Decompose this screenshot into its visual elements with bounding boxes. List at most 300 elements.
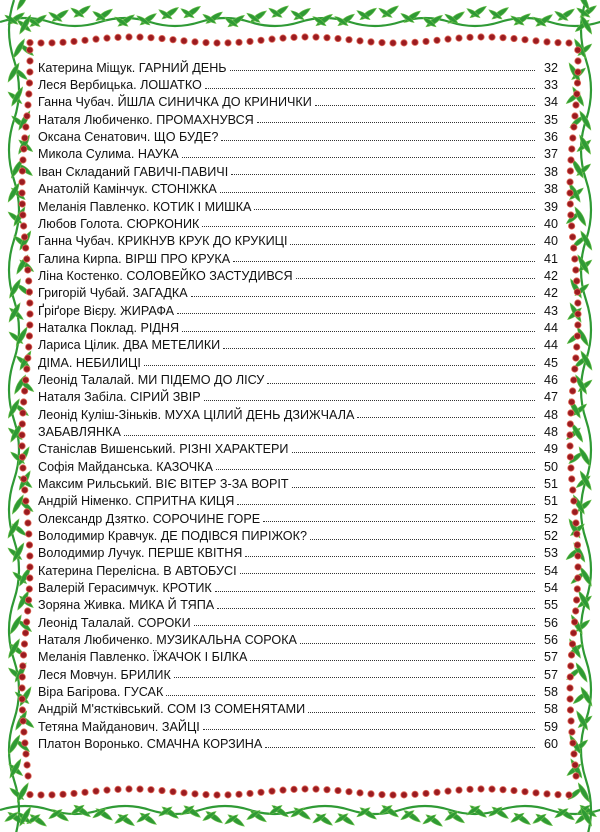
leaf-shape <box>271 803 290 819</box>
toc-entry-page: 56 <box>543 615 558 630</box>
leaf-shape <box>570 158 585 180</box>
leaf-shape <box>422 813 437 825</box>
bead <box>569 729 575 735</box>
bead <box>115 786 121 792</box>
bead <box>71 790 77 796</box>
leaf-shape <box>12 206 27 228</box>
bead <box>567 168 573 174</box>
bead <box>570 377 576 383</box>
bead <box>38 40 44 46</box>
bead <box>568 465 574 471</box>
bead <box>27 791 33 797</box>
bead <box>236 39 242 45</box>
table-of-contents <box>38 57 558 751</box>
dot-leader <box>245 556 535 557</box>
dot-leader <box>230 70 535 71</box>
bead <box>192 39 198 45</box>
toc-entry <box>38 248 558 265</box>
leaf-shape <box>7 302 22 324</box>
leaf-shape <box>6 62 21 84</box>
bead <box>19 707 25 713</box>
bead <box>456 787 462 793</box>
leaf-shape <box>9 158 24 180</box>
leaf-shape <box>579 686 594 708</box>
toc-entry <box>38 178 558 195</box>
toc-entry-title: Володимир Лучук. ПЕРШЕ КВІТНЯ <box>38 546 243 561</box>
toc-entry-page: 58 <box>543 685 558 700</box>
leaf-shape <box>579 350 594 372</box>
toc-entry <box>38 733 558 750</box>
bead <box>434 789 440 795</box>
leaf-shape <box>491 6 510 22</box>
bead <box>434 37 440 43</box>
bead <box>574 333 580 339</box>
leaf-shape <box>12 66 29 81</box>
bead <box>22 630 28 636</box>
bead <box>19 454 25 460</box>
bead <box>26 289 32 295</box>
leaf-shape <box>513 811 532 827</box>
leaf-shape <box>6 518 21 540</box>
dot-leader <box>205 88 535 89</box>
toc-entry <box>38 508 558 525</box>
leaf-shape <box>571 402 588 417</box>
toc-entry-title: Наталя Забіла. СІРИЙ ЗВІР <box>38 390 201 405</box>
leaf-shape <box>513 12 532 28</box>
leaf-shape <box>14 738 31 753</box>
leaf-shape <box>19 714 36 729</box>
toc-entry <box>38 491 558 508</box>
toc-entry <box>38 317 558 334</box>
leaf-shape <box>293 806 312 822</box>
bead <box>49 40 55 46</box>
leaf-shape <box>576 138 593 153</box>
leaf-shape <box>17 474 34 489</box>
leaf-shape <box>158 8 173 20</box>
toc-entry-title: Ґріґоре Вієру. ЖИРАФА <box>38 303 175 318</box>
bead <box>567 454 573 460</box>
leaf-shape <box>26 813 41 825</box>
dot-leader <box>203 729 535 730</box>
bead <box>445 788 451 794</box>
bead <box>126 786 132 792</box>
dot-leader <box>296 278 535 279</box>
bead <box>572 366 578 372</box>
leaf-shape <box>139 11 158 27</box>
bead <box>575 553 581 559</box>
dot-leader <box>300 643 535 644</box>
bead <box>25 102 31 108</box>
leaf-shape <box>18 686 33 708</box>
toc-entry-page: 48 <box>543 424 558 439</box>
leaf-shape <box>18 14 33 36</box>
leaf-shape <box>567 62 582 84</box>
bead <box>159 787 165 793</box>
bead <box>19 685 25 691</box>
leaf-shape <box>246 809 261 821</box>
bead <box>574 344 580 350</box>
vine-stem <box>9 0 19 832</box>
leaf-shape <box>205 809 224 825</box>
bead <box>27 322 33 328</box>
bead <box>20 663 26 669</box>
toc-entry <box>38 404 558 421</box>
leaf-shape <box>378 7 393 19</box>
bead <box>24 113 30 119</box>
leaf-shape <box>7 11 26 27</box>
leaf-shape <box>17 162 34 177</box>
leaf-shape <box>17 110 32 132</box>
leaf-shape <box>572 38 587 60</box>
toc-entry-page: 57 <box>543 650 558 665</box>
dot-leader <box>257 122 535 123</box>
leaf-shape <box>573 206 588 228</box>
leaf-shape <box>579 14 594 36</box>
bead <box>368 791 374 797</box>
toc-entry-title: Леонід Талалай. МИ ПІДЕМО ДО ЛІСУ <box>38 372 265 387</box>
leaf-shape <box>249 9 268 25</box>
bead <box>574 531 580 537</box>
leaf-shape <box>7 666 24 681</box>
dot-leader <box>182 331 535 332</box>
leaf-shape <box>92 10 107 22</box>
leaf-shape <box>567 518 582 540</box>
bead <box>568 663 574 669</box>
bead <box>20 652 26 658</box>
leaf-shape <box>400 12 415 24</box>
dot-leader <box>265 747 535 748</box>
bead <box>258 789 264 795</box>
leaf-shape <box>579 803 598 819</box>
leaf-shape <box>29 13 48 29</box>
bead <box>302 34 308 40</box>
toc-entry-title: Ліна Костенко. СОЛОВЕЙКО ЗАСТУДИВСЯ <box>38 268 293 283</box>
leaf-shape <box>425 813 444 829</box>
bead <box>511 35 517 41</box>
leaf-shape <box>576 254 591 276</box>
leaf-shape <box>73 803 92 819</box>
bead <box>324 34 330 40</box>
leaf-shape <box>180 804 195 816</box>
bead <box>568 410 574 416</box>
bead <box>269 36 275 42</box>
leaf-shape <box>4 13 19 25</box>
toc-entry <box>38 282 558 299</box>
bead <box>27 47 33 53</box>
toc-entry <box>38 647 558 664</box>
bead <box>126 34 132 40</box>
bead <box>467 786 473 792</box>
toc-entry-page: 42 <box>543 268 558 283</box>
bead <box>25 267 31 273</box>
bead <box>26 333 32 339</box>
leaf-shape <box>574 282 591 297</box>
bead <box>569 641 575 647</box>
leaf-shape <box>554 807 569 819</box>
leaf-shape <box>570 66 587 81</box>
toc-entry-title: Валерій Герасимчук. КРОТИК <box>38 581 212 596</box>
bead <box>19 190 25 196</box>
leaf-shape <box>578 470 593 492</box>
bead <box>302 786 308 792</box>
leaf-shape <box>16 618 33 633</box>
toc-entry-page: 60 <box>543 737 558 752</box>
toc-entry-page: 46 <box>543 372 558 387</box>
bead <box>23 751 29 757</box>
toc-entry <box>38 126 558 143</box>
leaf-shape <box>12 374 27 396</box>
leaf-shape <box>577 134 592 156</box>
bead <box>357 38 363 44</box>
bead <box>572 608 578 614</box>
toc-entry-page: 38 <box>543 164 558 179</box>
leaf-shape <box>92 807 107 819</box>
bead <box>522 37 528 43</box>
leaf-shape <box>571 234 588 249</box>
leaf-shape <box>566 330 583 345</box>
leaf-shape <box>18 498 35 513</box>
toc-entry <box>38 92 558 109</box>
leaf-shape <box>565 90 582 105</box>
leaf-shape <box>569 758 584 780</box>
leaf-shape <box>359 806 378 822</box>
dot-leader <box>315 105 535 106</box>
leaf-shape <box>16 810 33 825</box>
leaf-shape <box>488 805 503 817</box>
bead <box>247 790 253 796</box>
leaf-shape <box>13 662 28 684</box>
dot-leader <box>267 383 535 384</box>
bead <box>567 707 573 713</box>
bead <box>570 487 576 493</box>
bead <box>26 542 32 548</box>
leaf-shape <box>161 805 180 821</box>
toc-entry-page: 49 <box>543 442 558 457</box>
bead <box>82 789 88 795</box>
leaf-shape <box>576 594 593 609</box>
bead <box>574 80 580 86</box>
dot-leader <box>263 521 535 522</box>
bead <box>115 34 121 40</box>
bead <box>269 788 275 794</box>
bead <box>225 792 231 798</box>
bead <box>575 58 581 64</box>
leaf-shape <box>224 813 239 825</box>
bead <box>24 509 30 515</box>
bead <box>19 201 25 207</box>
bead <box>423 38 429 44</box>
toc-entry <box>38 335 558 352</box>
leaf-shape <box>15 782 30 804</box>
toc-entry-page: 38 <box>543 182 558 197</box>
toc-entry <box>38 300 558 317</box>
bead <box>25 597 31 603</box>
toc-entry-page: 48 <box>543 407 558 422</box>
toc-entry-title: Леся Мовчун. БРИЛИК <box>38 667 171 682</box>
toc-entry-title: Наталя Любиченко. ПРОМАХНУВСЯ <box>38 112 254 127</box>
leaf-shape <box>576 804 591 816</box>
leaf-shape <box>569 614 584 636</box>
leaf-shape <box>17 806 32 828</box>
dot-leader <box>144 365 535 366</box>
leaf-shape <box>9 642 26 657</box>
bead <box>27 564 33 570</box>
bead <box>569 146 575 152</box>
leaf-shape <box>567 182 582 204</box>
leaf-shape <box>12 234 29 249</box>
leaf-shape <box>469 804 488 820</box>
leaf-shape <box>10 114 27 129</box>
leaf-shape <box>293 6 312 22</box>
leaf-shape <box>403 809 422 825</box>
bead <box>26 531 32 537</box>
bead <box>489 786 495 792</box>
leaf-shape <box>567 786 584 801</box>
toc-entry-title: Наталя Любиченко. МУЗИКАЛЬНА СОРОКА <box>38 633 297 648</box>
leaf-shape <box>7 210 24 225</box>
bead <box>22 377 28 383</box>
leaf-shape <box>17 566 32 588</box>
toc-entry-title: Микола Сулима. НАУКА <box>38 147 179 162</box>
toc-entry-page: 50 <box>543 459 558 474</box>
leaf-shape <box>4 811 19 823</box>
leaf-shape <box>578 806 593 828</box>
leaf-shape <box>7 810 26 826</box>
bead <box>49 792 55 798</box>
toc-entry-page: 32 <box>543 60 558 75</box>
leaf-shape <box>18 378 35 393</box>
bead <box>423 790 429 796</box>
bottom-vine <box>0 803 600 828</box>
leaf-shape <box>488 8 503 20</box>
bead <box>533 38 539 44</box>
dot-leader <box>217 608 535 609</box>
leaf-shape <box>136 14 151 26</box>
leaf-shape <box>48 11 63 23</box>
leaf-shape <box>246 12 261 24</box>
toc-entry <box>38 161 558 178</box>
leaf-shape <box>14 326 29 348</box>
bead <box>214 792 220 798</box>
leaf-shape <box>576 782 591 804</box>
bead <box>170 36 176 42</box>
leaf-shape <box>7 734 22 756</box>
bead <box>25 355 31 361</box>
leaf-shape <box>403 9 422 25</box>
bead <box>19 432 25 438</box>
leaf-shape <box>11 542 26 564</box>
leaf-shape <box>16 446 31 468</box>
leaf-shape <box>570 422 585 444</box>
leaf-shape <box>227 13 246 29</box>
bead <box>335 35 341 41</box>
bead <box>574 289 580 295</box>
bead <box>568 157 574 163</box>
bead <box>148 34 154 40</box>
bead <box>137 34 143 40</box>
toc-entry-title: ДІМА. НЕБИЛИЦІ <box>38 355 141 370</box>
bead <box>571 498 577 504</box>
dot-leader <box>223 348 535 349</box>
bead <box>567 190 573 196</box>
leaf-shape <box>8 758 23 780</box>
dot-leader <box>308 712 535 713</box>
leaf-shape <box>18 42 35 57</box>
leaf-shape <box>422 16 437 28</box>
bead <box>27 553 33 559</box>
bead <box>19 696 25 702</box>
leaf-shape <box>568 114 585 129</box>
toc-entry-title: Наталка Поклад. РІДНЯ <box>38 320 180 335</box>
toc-entry-page: 37 <box>543 147 558 162</box>
toc-entry <box>38 456 558 473</box>
leaf-shape <box>70 6 85 18</box>
leaf-shape <box>13 402 30 417</box>
leaf-shape <box>312 15 327 27</box>
bead <box>159 35 165 41</box>
leaf-shape <box>566 762 583 777</box>
bead <box>511 787 517 793</box>
leaf-shape <box>315 812 334 828</box>
leaf-shape <box>136 811 151 823</box>
dot-leader <box>292 452 536 453</box>
bead <box>567 696 573 702</box>
dot-leader <box>220 192 535 193</box>
leaf-shape <box>535 13 554 29</box>
toc-entry-title: Станіслав Вишенський. РІЗНІ ХАРАКТЕРИ <box>38 442 289 457</box>
dot-leader <box>202 226 535 227</box>
bead <box>566 792 572 798</box>
bead <box>247 38 253 44</box>
leaf-shape <box>356 9 371 21</box>
leaf-shape <box>10 186 27 201</box>
bead <box>27 69 33 75</box>
leaf-shape <box>532 15 547 27</box>
toc-entry-title: Олександр Дзятко. СОРОЧИНЕ ГОРЕ <box>38 511 261 526</box>
leaf-shape <box>565 546 582 561</box>
toc-entry-title: Андрій Німенко. СПРИТНА КИЦЯ <box>38 494 235 509</box>
leaf-shape <box>574 662 589 684</box>
bead <box>20 223 26 229</box>
leaf-shape <box>535 812 554 828</box>
dot-leader <box>124 435 535 436</box>
leaf-shape <box>400 809 415 821</box>
dot-leader <box>357 417 535 418</box>
left-vine <box>6 0 35 832</box>
bead <box>148 786 154 792</box>
leaf-shape <box>575 326 590 348</box>
leaf-shape <box>572 542 587 564</box>
leaf-shape <box>73 4 92 20</box>
dot-leader <box>191 296 535 297</box>
bead <box>22 245 28 251</box>
leaf-shape <box>15 0 30 11</box>
leaf-shape <box>572 738 589 753</box>
leaf-shape <box>565 666 582 681</box>
leaf-shape <box>565 210 582 225</box>
leaf-shape <box>444 12 459 24</box>
bead <box>572 113 578 119</box>
leaf-shape <box>334 812 349 824</box>
bead <box>567 421 573 427</box>
leaf-shape <box>381 803 400 819</box>
leaf-shape <box>569 522 586 537</box>
leaf-shape <box>576 0 591 11</box>
toc-entry <box>38 196 558 213</box>
leaf-shape <box>315 12 334 28</box>
bead <box>192 791 198 797</box>
bead <box>27 39 33 45</box>
